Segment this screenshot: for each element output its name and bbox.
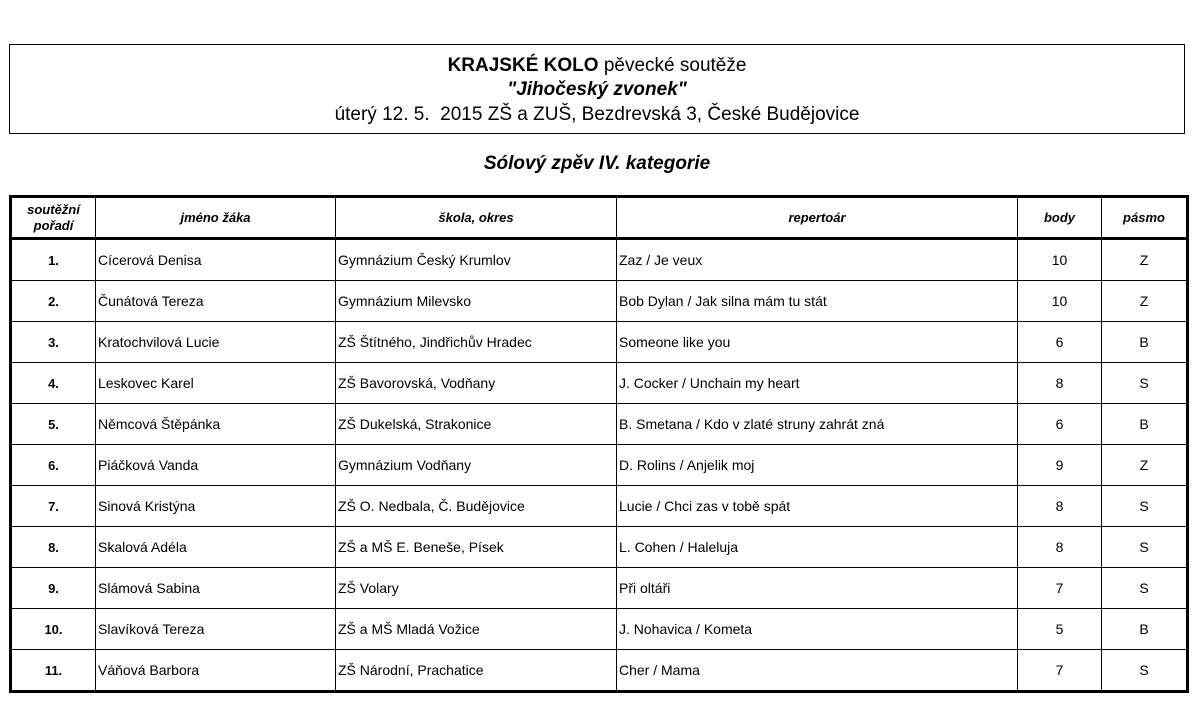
column-header-order: soutěžní pořadí (11, 197, 96, 239)
table-row (11, 363, 1188, 404)
cell-zone: S (1102, 363, 1188, 404)
cell-school: ZŠ Dukelská, Strakonice (336, 404, 617, 445)
cell-name: Leskovec Karel (96, 363, 336, 404)
table-row (11, 322, 1188, 363)
competition-name: "Jihočeský zvonek" (507, 79, 687, 100)
results-table (9, 195, 1189, 693)
cell-school: Gymnázium Milevsko (336, 281, 617, 322)
table-row (11, 486, 1188, 527)
cell-zone: Z (1102, 281, 1188, 322)
table-row (11, 609, 1188, 650)
column-header-name: jméno žáka (96, 197, 336, 239)
cell-zone: S (1102, 486, 1188, 527)
competition-header (9, 44, 1185, 134)
cell-school: ZŠ a MŠ Mladá Vožice (336, 609, 617, 650)
cell-school: ZŠ O. Nedbala, Č. Budějovice (336, 486, 617, 527)
cell-school: ZŠ Bavorovská, Vodňany (336, 363, 617, 404)
competition-date-venue: úterý 12. 5. 2015 ZŠ a ZUŠ, Bezdrevská 3, České Budějovice (334, 104, 860, 125)
cell-zone: B (1102, 322, 1188, 363)
cell-name: Slavíková Tereza (96, 609, 336, 650)
cell-school: ZŠ Národní, Prachatice (336, 650, 617, 692)
cell-school: ZŠ Štítného, Jindřichův Hradec (336, 322, 617, 363)
cell-name: Cícerová Denisa (96, 239, 336, 281)
cell-repertoire: Someone like you (617, 322, 1018, 363)
cell-school: Gymnázium Český Krumlov (336, 239, 617, 281)
cell-order: 7. (11, 486, 96, 527)
cell-name: Skalová Adéla (96, 527, 336, 568)
cell-repertoire: Při oltáři (617, 568, 1018, 609)
cell-points: 7 (1018, 650, 1102, 692)
cell-order: 5. (11, 404, 96, 445)
cell-repertoire: J. Nohavica / Kometa (617, 609, 1018, 650)
cell-name: Němcová Štěpánka (96, 404, 336, 445)
table-row (11, 527, 1188, 568)
table-row (11, 281, 1188, 322)
cell-zone: Z (1102, 239, 1188, 281)
cell-repertoire: Zaz / Je veux (617, 239, 1018, 281)
cell-repertoire: Lucie / Chci zas v tobě spát (617, 486, 1018, 527)
cell-points: 8 (1018, 486, 1102, 527)
table-row (11, 239, 1188, 281)
cell-name: Slámová Sabina (96, 568, 336, 609)
table-header-row (11, 197, 1188, 239)
cell-order: 11. (11, 650, 96, 692)
cell-points: 6 (1018, 322, 1102, 363)
cell-points: 5 (1018, 609, 1102, 650)
cell-name: Váňová Barbora (96, 650, 336, 692)
cell-school: ZŠ Volary (336, 568, 617, 609)
cell-order: 3. (11, 322, 96, 363)
competition-type: pěvecké soutěže (598, 55, 747, 76)
column-header-school: škola, okres (336, 197, 617, 239)
cell-points: 6 (1018, 404, 1102, 445)
cell-order: 6. (11, 445, 96, 486)
cell-order: 4. (11, 363, 96, 404)
cell-name: Sinová Kristýna (96, 486, 336, 527)
cell-repertoire: Bob Dylan / Jak silna mám tu stát (617, 281, 1018, 322)
cell-points: 9 (1018, 445, 1102, 486)
table-row (11, 650, 1188, 692)
cell-repertoire: D. Rolins / Anjelik moj (617, 445, 1018, 486)
cell-name: Piáčková Vanda (96, 445, 336, 486)
cell-points: 10 (1018, 281, 1102, 322)
cell-order: 2. (11, 281, 96, 322)
cell-points: 8 (1018, 363, 1102, 404)
cell-school: ZŠ a MŠ E. Beneše, Písek (336, 527, 617, 568)
cell-order: 1. (11, 239, 96, 281)
cell-points: 10 (1018, 239, 1102, 281)
cell-repertoire: B. Smetana / Kdo v zlaté struny zahrát zná (617, 404, 1018, 445)
cell-name: Čunátová Tereza (96, 281, 336, 322)
column-header-zone: pásmo (1102, 197, 1188, 239)
cell-zone: S (1102, 527, 1188, 568)
competition-title (10, 55, 1184, 77)
cell-order: 8. (11, 527, 96, 568)
cell-points: 7 (1018, 568, 1102, 609)
cell-name: Kratochvilová Lucie (96, 322, 336, 363)
column-header-points: body (1018, 197, 1102, 239)
cell-repertoire: Cher / Mama (617, 650, 1018, 692)
cell-repertoire: L. Cohen / Haleluja (617, 527, 1018, 568)
cell-points: 8 (1018, 527, 1102, 568)
column-header-repertoire: repertoár (617, 197, 1018, 239)
cell-zone: Z (1102, 445, 1188, 486)
table-row (11, 445, 1188, 486)
cell-repertoire: J. Cocker / Unchain my heart (617, 363, 1018, 404)
cell-zone: S (1102, 568, 1188, 609)
cell-zone: S (1102, 650, 1188, 692)
cell-zone: B (1102, 609, 1188, 650)
cell-order: 10. (11, 609, 96, 650)
competition-round: KRAJSKÉ KOLO (447, 55, 599, 76)
category-title: Sólový zpěv IV. kategorie (483, 153, 711, 174)
table-row (11, 404, 1188, 445)
table-row (11, 568, 1188, 609)
cell-zone: B (1102, 404, 1188, 445)
cell-school: Gymnázium Vodňany (336, 445, 617, 486)
cell-order: 9. (11, 568, 96, 609)
